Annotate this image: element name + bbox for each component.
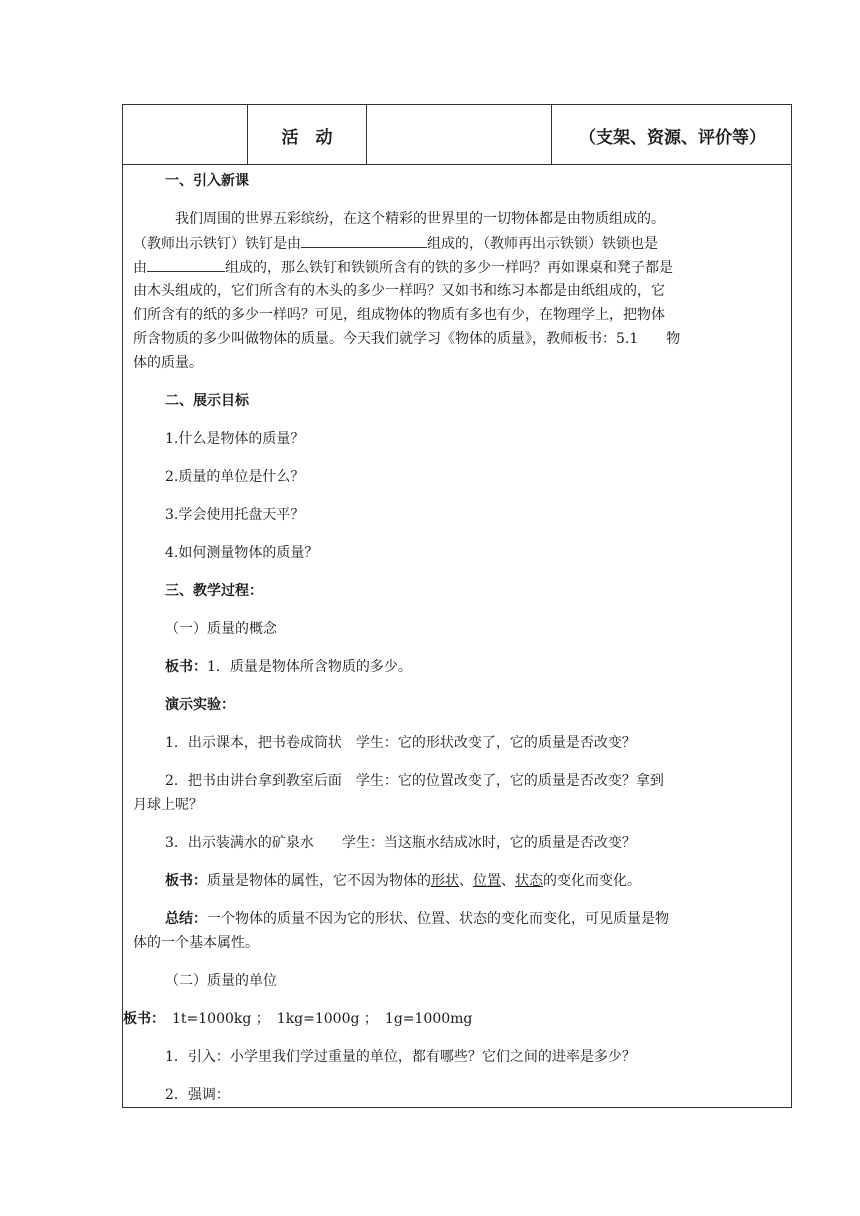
lesson-content bbox=[123, 165, 791, 1107]
unit-conversion-text: 1t=1000kg ； 1kg=1000g ； 1g=1000mg bbox=[158, 1011, 473, 1027]
demo-item: 1．出示课本，把书卷成筒状 学生：它的形状改变了，它的质量是否改变？ bbox=[165, 735, 636, 751]
goal-item: 3.学会使用托盘天平？ bbox=[165, 507, 305, 523]
section-intro-title: 一、引入新课 bbox=[165, 173, 249, 189]
board-note bbox=[133, 869, 781, 893]
board-label: 板书： bbox=[165, 873, 207, 889]
board-label: 板书： bbox=[165, 659, 207, 675]
subsection-title: （一）质量的概念 bbox=[165, 621, 277, 637]
board-text: 、 bbox=[459, 873, 473, 889]
goal-item: 2.质量的单位是什么？ bbox=[165, 469, 305, 485]
demo-item-continued: 月球上呢？ bbox=[133, 797, 203, 813]
header-support: （支架、资源、评价等） bbox=[579, 127, 766, 148]
summary-line-continued: 体的一个基本属性。 bbox=[133, 935, 259, 951]
section-process-title: 三、教学过程： bbox=[165, 583, 263, 599]
intro-paragraph-line: 们所含有的纸的多少一样吗？可见，组成物体的物质有多也有少，在物理学上，把物体 bbox=[133, 307, 665, 323]
unit-emphasis: 2．强调： bbox=[165, 1087, 230, 1103]
board-note bbox=[123, 1007, 781, 1031]
intro-paragraph-line: 体的质量。 bbox=[133, 355, 203, 371]
underlined-term: 状态 bbox=[515, 873, 543, 889]
intro-paragraph-line bbox=[133, 231, 781, 255]
fill-blank bbox=[301, 231, 427, 248]
underlined-term: 形状 bbox=[431, 873, 459, 889]
intro-text: 组成的，（教师再出示铁锁）铁锁也是 bbox=[427, 236, 658, 252]
summary-line bbox=[133, 907, 781, 931]
board-text: 的变化而变化。 bbox=[543, 873, 641, 889]
demo-title: 演示实验： bbox=[165, 697, 235, 713]
subsection-title: （二）质量的单位 bbox=[165, 973, 277, 989]
board-label: 板书： bbox=[123, 1011, 158, 1027]
lesson-table bbox=[122, 104, 792, 1108]
underlined-term: 位置 bbox=[473, 873, 501, 889]
unit-question: 1．引入：小学里我们学过重量的单位，都有哪些？它们之间的进率是多少？ bbox=[165, 1049, 636, 1065]
intro-paragraph-line: 由木头组成的，它们所含有的木头的多少一样吗？又如书和练习本都是由纸组成的，它 bbox=[133, 283, 665, 299]
fill-blank bbox=[147, 255, 225, 272]
board-text: 、 bbox=[501, 873, 515, 889]
demo-item: 3．出示装满水的矿泉水 学生：当这瓶水结成冰时，它的质量是否改变？ bbox=[165, 835, 636, 851]
summary-text: 一个物体的质量不因为它的形状、位置、状态的变化而变化，可见质量是物 bbox=[207, 911, 669, 927]
summary-label: 总结： bbox=[165, 911, 207, 927]
goal-item: 4.如何测量物体的质量？ bbox=[165, 545, 319, 561]
table-header-row bbox=[123, 105, 791, 165]
section-goals-title: 二、展示目标 bbox=[165, 393, 249, 409]
board-note bbox=[133, 655, 781, 679]
header-activity: 活 动 bbox=[281, 127, 333, 148]
demo-item: 2．把书由讲台拿到教室后面 学生：它的位置改变了，它的质量是否改变？拿到 bbox=[165, 773, 664, 789]
intro-text: 由 bbox=[133, 260, 147, 276]
board-text: 质量是物体的属性，它不因为物体的 bbox=[207, 873, 431, 889]
intro-paragraph-line: 所含物质的多少叫做物体的质量。今天我们就学习《物体的质量》，教师板书：5.1 物 bbox=[133, 331, 681, 347]
goal-item: 1.什么是物体的质量？ bbox=[165, 431, 305, 447]
intro-paragraph-line: 我们周围的世界五彩缤纷，在这个精彩的世界里的一切物体都是由物质组成的。 bbox=[175, 211, 665, 227]
intro-text: （教师出示铁钉）铁钉是由 bbox=[133, 236, 301, 252]
board-text: 1．质量是物体所含物质的多少。 bbox=[207, 659, 412, 675]
column-divider bbox=[366, 105, 367, 165]
intro-text: 组成的，那么铁钉和铁锁所含有的铁的多少一样吗？再如课桌和凳子都是 bbox=[225, 260, 673, 276]
intro-paragraph-line bbox=[133, 255, 781, 279]
